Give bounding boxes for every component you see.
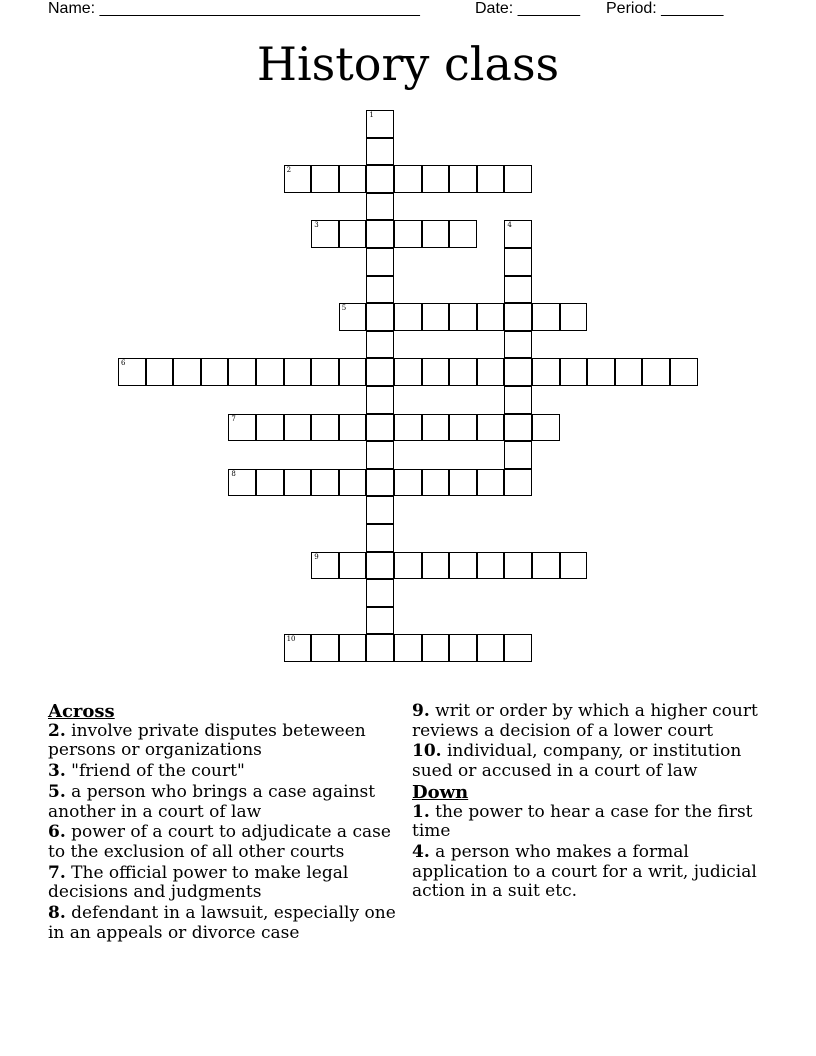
grid-cell[interactable] [366, 579, 394, 607]
grid-cell[interactable] [366, 138, 394, 166]
period-field-label: Period: _______ [606, 0, 724, 17]
grid-cell[interactable] [201, 358, 229, 386]
clue-number: 2 [286, 166, 292, 175]
grid-cell[interactable] [366, 193, 394, 221]
grid-cell[interactable] [339, 414, 367, 442]
grid-cell[interactable] [670, 358, 698, 386]
grid-cell[interactable] [477, 358, 505, 386]
grid-cell[interactable] [449, 165, 477, 193]
grid-cell[interactable] [284, 414, 312, 442]
grid-cell[interactable] [311, 414, 339, 442]
grid-cell[interactable] [532, 414, 560, 442]
grid-cell[interactable] [560, 303, 588, 331]
grid-cell[interactable] [422, 358, 450, 386]
grid-cell[interactable] [394, 303, 422, 331]
grid-cell[interactable] [146, 358, 174, 386]
grid-cell[interactable] [449, 358, 477, 386]
grid-cell[interactable] [311, 469, 339, 497]
grid-cell[interactable] [504, 441, 532, 469]
grid-cell[interactable] [311, 634, 339, 662]
grid-cell[interactable] [560, 358, 588, 386]
grid-cell[interactable] [366, 303, 394, 331]
grid-cell[interactable] [228, 358, 256, 386]
across-clue-10: 10. individual, company, or institution sued or accused in a court of law [412, 741, 742, 782]
grid-cell[interactable] [477, 414, 505, 442]
grid-cell[interactable] [394, 358, 422, 386]
grid-cell[interactable] [504, 469, 532, 497]
page-title: History class [256, 37, 560, 91]
grid-cell[interactable] [366, 414, 394, 442]
grid-cell[interactable] [642, 358, 670, 386]
clue-number: 6 [121, 359, 126, 368]
grid-cell[interactable] [284, 634, 312, 662]
date-field-label: Date: _______ [475, 0, 580, 17]
across-clue-9: 9. writ or order by which a higher court reviews a decision of a lower court [412, 701, 758, 741]
across-clue-8: 8. defendant in a lawsuit, especially one in an appeals or divorce case [48, 903, 396, 943]
clues-left-column [48, 702, 403, 944]
grid-cell[interactable] [504, 358, 532, 386]
grid-cell[interactable] [532, 303, 560, 331]
grid-cell[interactable] [394, 165, 422, 193]
grid-cell[interactable] [339, 358, 367, 386]
grid-cell[interactable] [449, 303, 477, 331]
grid-cell[interactable] [394, 552, 422, 580]
grid-cell[interactable] [477, 552, 505, 580]
grid-cell[interactable] [173, 358, 201, 386]
grid-cell[interactable] [118, 358, 146, 386]
grid-cell[interactable] [228, 414, 256, 442]
grid-cell[interactable] [504, 220, 532, 248]
down-heading: Down [412, 781, 469, 803]
grid-cell[interactable] [422, 552, 450, 580]
grid-cell[interactable] [366, 441, 394, 469]
grid-cell[interactable] [339, 165, 367, 193]
grid-cell[interactable] [477, 469, 505, 497]
grid-cell[interactable] [311, 552, 339, 580]
grid-cell[interactable] [422, 165, 450, 193]
grid-cell[interactable] [504, 634, 532, 662]
grid-cell[interactable] [504, 248, 532, 276]
grid-cell[interactable] [339, 634, 367, 662]
grid-cell[interactable] [532, 552, 560, 580]
grid-cell[interactable] [366, 386, 394, 414]
clue-number: 3 [314, 221, 319, 230]
grid-cell[interactable] [449, 469, 477, 497]
grid-cell[interactable] [504, 303, 532, 331]
grid-cell[interactable] [366, 110, 394, 138]
grid-cell[interactable] [256, 358, 284, 386]
grid-cell[interactable] [366, 524, 394, 552]
grid-cell[interactable] [422, 303, 450, 331]
grid-cell[interactable] [366, 469, 394, 497]
grid-cell[interactable] [394, 634, 422, 662]
across-clue-3: 3. "friend of the court" [48, 761, 245, 782]
grid-cell[interactable] [228, 469, 256, 497]
grid-cell[interactable] [422, 414, 450, 442]
grid-cell[interactable] [394, 414, 422, 442]
grid-cell[interactable] [339, 469, 367, 497]
name-field-label: Name: ____________________________________ [48, 0, 420, 17]
grid-cell[interactable] [422, 634, 450, 662]
clue-number: 7 [231, 414, 236, 423]
across-heading: Across [48, 701, 115, 722]
grid-cell[interactable] [504, 386, 532, 414]
grid-cell[interactable] [560, 552, 588, 580]
grid-cell[interactable] [394, 220, 422, 248]
grid-cell[interactable] [394, 469, 422, 497]
across-clue-7: 7. The official power to make legal decisions and judgments [48, 862, 349, 903]
grid-cell[interactable] [449, 220, 477, 248]
clue-number: 10 [286, 635, 296, 644]
grid-cell[interactable] [311, 220, 339, 248]
clue-number: 1 [369, 111, 374, 119]
clue-number: 8 [231, 469, 236, 478]
grid-cell[interactable] [532, 358, 560, 386]
clue-number: 9 [314, 552, 319, 561]
grid-cell[interactable] [504, 165, 532, 193]
grid-cell[interactable] [366, 634, 394, 662]
grid-cell[interactable] [366, 276, 394, 304]
grid-cell[interactable] [311, 165, 339, 193]
down-clue-1: 1. the power to hear a case for the first time [412, 801, 753, 842]
grid-cell[interactable] [504, 414, 532, 442]
grid-cell[interactable] [284, 469, 312, 497]
grid-cell[interactable] [449, 634, 477, 662]
grid-cell[interactable] [366, 248, 394, 276]
clues-right-column [412, 702, 772, 903]
grid-cell[interactable] [284, 358, 312, 386]
grid-cell[interactable] [504, 552, 532, 580]
grid-cell[interactable] [449, 552, 477, 580]
grid-cell[interactable] [339, 303, 367, 331]
grid-cell[interactable] [366, 607, 394, 635]
grid-cell[interactable] [615, 358, 643, 386]
grid-cell[interactable] [339, 220, 367, 248]
grid-cell[interactable] [422, 469, 450, 497]
grid-cell[interactable] [504, 276, 532, 304]
grid-cell[interactable] [366, 331, 394, 359]
grid-cell[interactable] [284, 165, 312, 193]
grid-cell[interactable] [366, 496, 394, 524]
down-clue-4: 4. a person who makes a formal application to a court for a writ, judicial action in a suit etc. [412, 841, 757, 902]
grid-cell[interactable] [311, 358, 339, 386]
across-clue-6: 6. power of a court to adjudicate a case to the exclusion of all other courts [48, 822, 391, 862]
grid-cell[interactable] [366, 358, 394, 386]
grid-cell[interactable] [477, 165, 505, 193]
grid-cell[interactable] [587, 358, 615, 386]
grid-cell[interactable] [256, 414, 284, 442]
grid-cell[interactable] [366, 220, 394, 248]
across-clue-2: 2. involve private disputes beteween persons or organizations [48, 720, 366, 761]
grid-cell[interactable] [504, 331, 532, 359]
grid-cell[interactable] [366, 552, 394, 580]
clue-number: 4 [507, 221, 512, 230]
clue-number: 5 [341, 304, 347, 313]
grid-cell[interactable] [366, 165, 394, 193]
grid-cell[interactable] [449, 414, 477, 442]
grid-cell[interactable] [339, 552, 367, 580]
grid-cell[interactable] [422, 220, 450, 248]
grid-cell[interactable] [477, 303, 505, 331]
across-clue-5: 5. a person who brings a case against another in a court of law [48, 781, 376, 822]
grid-cell[interactable] [256, 469, 284, 497]
grid-cell[interactable] [477, 634, 505, 662]
